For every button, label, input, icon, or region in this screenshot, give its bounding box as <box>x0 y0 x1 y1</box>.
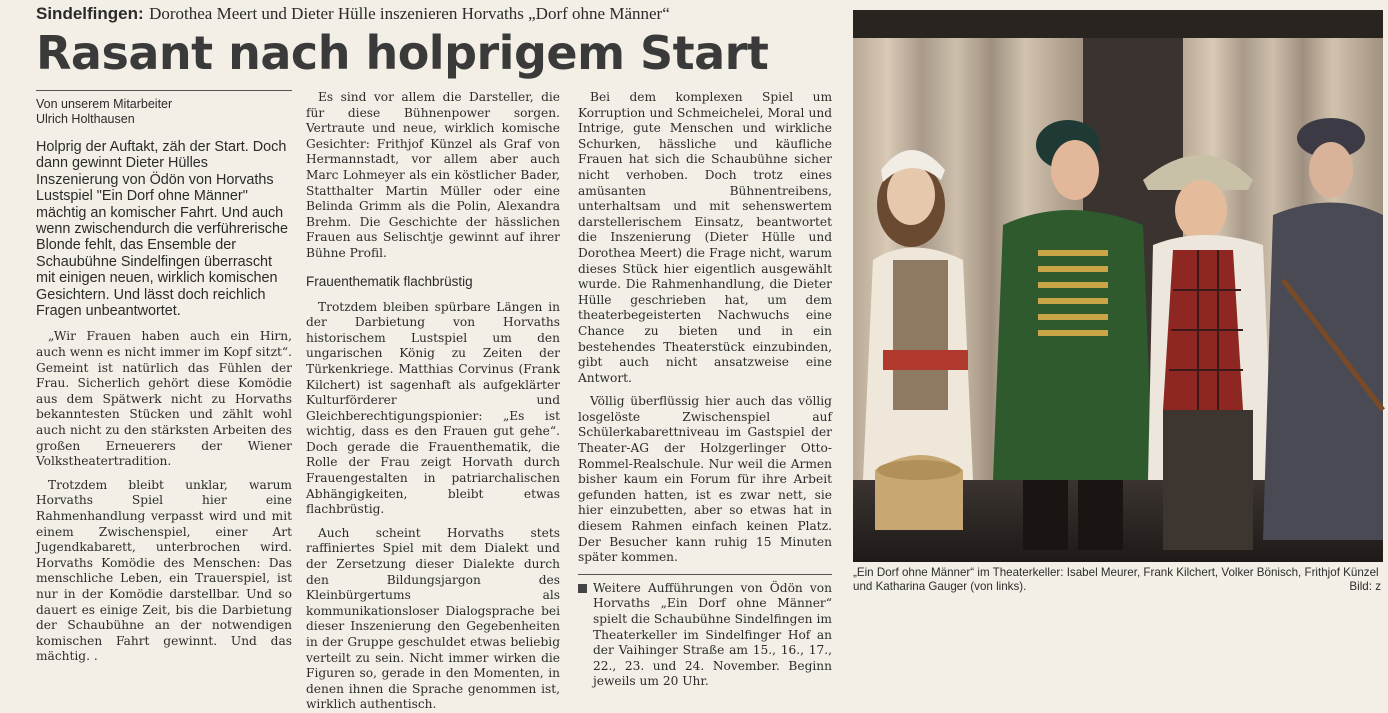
byline-line-1: Von unserem Mitarbeiter <box>36 97 173 111</box>
subheading: Frauenthematik flachbrüstig <box>306 273 473 289</box>
photo-caption-text: „Ein Dorf ohne Männer“ im Theaterkeller: Isabel Meurer, Frank Kilchert, Volker Bönisch, Frithjof Künzel und Katharina Gauger (von links). <box>853 566 1379 593</box>
square-bullet-icon <box>578 584 587 593</box>
performance-info-text: Weitere Aufführungen von Ödön von Horvaths „Ein Dorf ohne Männer“ spielt die Schaubühne Sindelfingen im Theaterkeller im Sindelfinger Hof an der Vaihinger Straße am 15., 16., 17., 22., 23. und 24. November. Beginn jeweils um 20 Uhr. <box>593 580 832 689</box>
performance-info-box <box>578 574 832 690</box>
photo-credit: Bild: z <box>1349 580 1381 593</box>
article-column-1 <box>36 90 292 664</box>
stage-photo <box>853 10 1383 562</box>
byline <box>36 90 292 127</box>
stage-photo-illustration <box>853 10 1383 562</box>
article-column-3 <box>578 90 832 689</box>
kicker-text: Dorothea Meert und Dieter Hülle inszenieren Horvaths „Dorf ohne Männer“ <box>149 4 670 23</box>
photo-caption <box>853 566 1383 594</box>
headline: Rasant nach holprigem Start <box>36 26 769 80</box>
body-paragraph: Bei dem komplexen Spiel um Korruption und Schmeichelei, Moral und Intrige, gute Menschen und wirkliche Schurken, hässliche und käufliche Frauen hat sich die Schaubühne sicher nicht verhoben. Doch trotz eines amüsanten Bühnentreibens, unterhaltsam und mit sehenswertem darstellerischem Einsatz, beantwortet die Inszenierung (Dieter Hülle und Dorothea Meert) die Frage nicht, warum dieses Stück hier eigentlich ausgewählt wurde. Die Rahmenhandlung, die Dieter Hülle geschrieben hat, um dem theaterbegeisterten Nachwuchs eine Chance zu bieten und in ein bestehendes Theaterstück einzubinden, gibt auch nicht ansatzweise eine Antwort. <box>578 90 832 385</box>
body-paragraph: Völlig überflüssig hier auch das völlig losgelöste Zwischenspiel auf Schülerkabarettniveau im Gastspiel der Theater-AG der Holzgerlinger Otto-Rommel-Realschule. Nur weil die Armen bisher kaum ein Forum für ihre Arbeit gefunden hatten, ist es zwar nett, sie hier einzubetten, aber so etwas hat in diesem Rahmen einfach keinen Platz. Der Besucher kann ruhig 15 Minuten später kommen. <box>578 394 832 565</box>
kicker-location: Sindelfingen: <box>36 4 144 23</box>
body-paragraph: Es sind vor allem die Darsteller, die für diese Bühnenpower sorgen. Vertraute und neue, wirklich komische Gesichter: Frithjof Künzel als Graf von Hermannstadt, vor allem aber auch Marc Lohmeyer als ein köstlicher Bader, Statthalter Martin Müller oder eine Belinda Grimm als die Polin, Alexandra Brehm. Die Geschichte der hässlichen Frauen aus Selischtje gewinnt auf ihrer Bühne Profil. <box>306 90 560 260</box>
article-column-2 <box>306 90 560 712</box>
body-paragraph: Auch scheint Horvaths stets raffiniertes Spiel mit dem Dialekt und der Zersetzung dieser Dialekte durch den Bildungsjargon des Kleinbürgertums als kommunikationsloser Dialogsprache bei dieser Inszenierung den Gegebenheiten in der Gruppe geschuldet etwas beliebig verteilt zu sein. Nicht immer wirken die Figuren so, gerade in den Momenten, in denen ihnen die Sprache genommen ist, wirklich authentisch. <box>306 525 560 712</box>
body-paragraph: Trotzdem bleibt unklar, warum Horvaths Spiel hier eine Rahmenhandlung verpasst wird und mit einem Zwischenspiel, einer Art Jugendkabarett, unterbrochen wird. Horvaths Komödie des Menschen: Das menschliche Leben, ein Trauerspiel, ist nur in der Komödie darstellbar. Und so dauert es einige Zeit, bis die Darbietung der Schaubühne an der notwendigen komischen Fahrt gewinnt. Und das mächtig. . <box>36 477 292 664</box>
byline-author: Ulrich Holthausen <box>36 112 135 126</box>
lead-paragraph: Holprig der Auftakt, zäh der Start. Doch dann gewinnt Dieter Hülles Inszenierung von Ödön von Horvaths Lustspiel "Ein Dorf ohne Männer" mächtig an komischer Fahrt. Und auch wenn zwischendurch die verführerische Blonde fehlt, das Ensemble der Schaubühne Sindelfingen überrascht mit einigen neuen, wirklich komischen Gesichtern. Und lässt doch reichlich Fragen unbeantwortet. <box>36 139 288 320</box>
body-paragraph: „Wir Frauen haben auch ein Hirn, auch wenn es nicht immer im Kopf sitzt“. Gemeint ist natürlich das Fühlen der Frau. Sicherlich gehört diese Komödie aus dem Spätwerk nicht zu Horvaths bekanntesten Stücken und zählt wohl auch nicht zu den stärksten Arbeiten des großen Erneuerers der Wiener Volkstheatertradition. <box>36 329 292 469</box>
kicker-line <box>36 4 826 24</box>
body-paragraph: Trotzdem bleiben spürbare Längen in der Darbietung von Horvaths historischem Lustspiel um den ungarischen König zu Zeiten der Türkenkriege. Matthias Corvinus (Frank Kilchert) ist sagenhaft als aufgeklärter Kulturförderer und Gleichberechtigungspionier: „Es ist wichtig, dass es den Frauen gut gehe“. Doch gerade die Frauenthematik, die Rolle der Frau zeigt Horvath durch Frauengestalten in patriarchalischen Abhängigkeiten, bleibt etwas flachbrüstig. <box>306 299 560 517</box>
